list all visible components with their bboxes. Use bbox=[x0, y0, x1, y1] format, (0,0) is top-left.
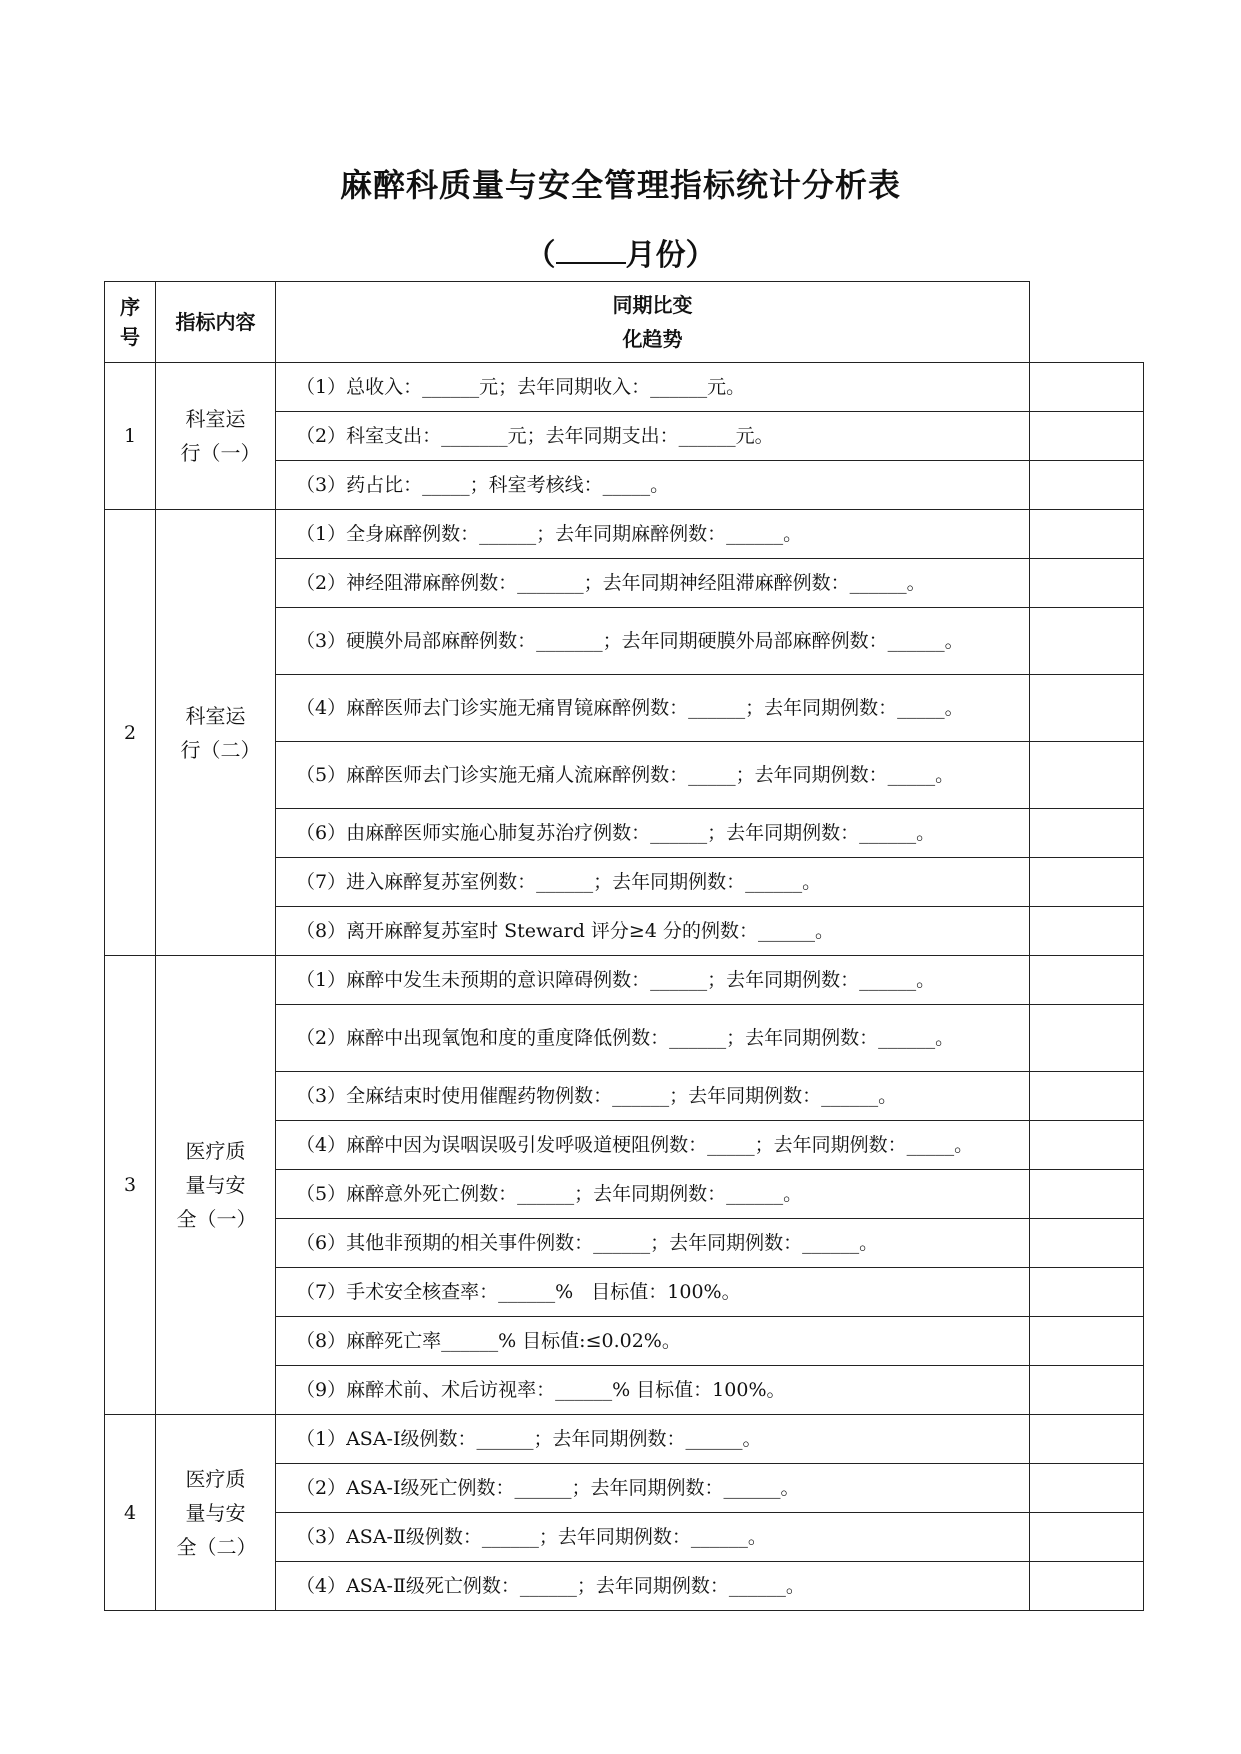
category-label: 医疗质量与安全（一） bbox=[176, 1139, 257, 1231]
table-header-row bbox=[105, 282, 1144, 363]
trend-cell[interactable] bbox=[1030, 907, 1144, 956]
indicator-item: （3）硬膜外局部麻醉例数：_______；去年同期硬膜外局部麻醉例数：______。 bbox=[276, 608, 1030, 675]
trend-cell[interactable] bbox=[1030, 1513, 1144, 1562]
section-seq: 4 bbox=[105, 1415, 156, 1611]
trend-cell[interactable] bbox=[1030, 559, 1144, 608]
trend-cell[interactable] bbox=[1030, 1170, 1144, 1219]
month-blank bbox=[556, 238, 626, 264]
trend-cell[interactable] bbox=[1030, 1072, 1144, 1121]
header-seq: 序号 bbox=[105, 282, 156, 363]
indicator-item: （3）药占比：_____；科室考核线：_____。 bbox=[276, 461, 1030, 510]
table-body bbox=[105, 363, 1144, 1611]
header-content: 指标内容 bbox=[156, 282, 276, 363]
category-label: 科室运行（一） bbox=[180, 407, 261, 465]
subtitle-open: （ bbox=[525, 238, 556, 273]
category-label: 医疗质量与安全（二） bbox=[176, 1466, 257, 1559]
trend-cell[interactable] bbox=[1030, 809, 1144, 858]
indicator-table bbox=[104, 281, 1144, 1611]
table-row bbox=[105, 1415, 1144, 1464]
indicator-item: （5）麻醉医师去门诊实施无痛人流麻醉例数：_____；去年同期例数：_____。 bbox=[276, 742, 1030, 809]
page-subtitle bbox=[0, 230, 1241, 274]
trend-cell[interactable] bbox=[1030, 461, 1144, 510]
indicator-item: （6）由麻醉医师实施心肺复苏治疗例数：______；去年同期例数：______。 bbox=[276, 809, 1030, 858]
indicator-item: （4）ASA-Ⅱ级死亡例数：______；去年同期例数：______。 bbox=[276, 1562, 1030, 1611]
indicator-item: （8）麻醉死亡率______% 目标值:≤0.02%。 bbox=[276, 1317, 1030, 1366]
indicator-item: （1）ASA-Ⅰ级例数：______；去年同期例数：______。 bbox=[276, 1415, 1030, 1464]
table-row bbox=[105, 510, 1144, 559]
indicator-item: （2）麻醉中出现氧饱和度的重度降低例数：______；去年同期例数：______。 bbox=[276, 1005, 1030, 1072]
trend-cell[interactable] bbox=[1030, 1415, 1144, 1464]
indicator-item: （1）麻醉中发生未预期的意识障碍例数：______；去年同期例数：______。 bbox=[276, 956, 1030, 1005]
indicator-item: （2）ASA-Ⅰ级死亡例数：______；去年同期例数：______。 bbox=[276, 1464, 1030, 1513]
trend-cell[interactable] bbox=[1030, 1464, 1144, 1513]
page-title: 麻醉科质量与安全管理指标统计分析表 bbox=[339, 166, 901, 204]
trend-cell[interactable] bbox=[1030, 363, 1144, 412]
trend-cell[interactable] bbox=[1030, 956, 1144, 1005]
indicator-item: （4）麻醉中因为误咽误吸引发呼吸道梗阻例数：_____；去年同期例数：_____。 bbox=[276, 1121, 1030, 1170]
trend-cell[interactable] bbox=[1030, 1219, 1144, 1268]
trend-cell[interactable] bbox=[1030, 858, 1144, 907]
indicator-item: （1）全身麻醉例数：______；去年同期麻醉例数：______。 bbox=[276, 510, 1030, 559]
section-category bbox=[156, 956, 276, 1415]
indicator-item: （7）进入麻醉复苏室例数：______；去年同期例数：______。 bbox=[276, 858, 1030, 907]
table-row bbox=[105, 363, 1144, 412]
trend-cell[interactable] bbox=[1030, 608, 1144, 675]
trend-cell[interactable] bbox=[1030, 1005, 1144, 1072]
trend-cell[interactable] bbox=[1030, 742, 1144, 809]
header-trend: 同期比变化趋势 bbox=[276, 282, 1030, 363]
trend-cell[interactable] bbox=[1030, 1317, 1144, 1366]
indicator-item: （2）神经阻滞麻醉例数：_______；去年同期神经阻滞麻醉例数：______。 bbox=[276, 559, 1030, 608]
trend-cell[interactable] bbox=[1030, 1562, 1144, 1611]
trend-cell[interactable] bbox=[1030, 412, 1144, 461]
indicator-item: （4）麻醉医师去门诊实施无痛胃镜麻醉例数：______；去年同期例数：_____。 bbox=[276, 675, 1030, 742]
section-seq: 3 bbox=[105, 956, 156, 1415]
section-category bbox=[156, 1415, 276, 1611]
section-category bbox=[156, 510, 276, 956]
section-seq: 1 bbox=[105, 363, 156, 510]
indicator-item: （7）手术安全核查率：______% 目标值：100%。 bbox=[276, 1268, 1030, 1317]
trend-cell[interactable] bbox=[1030, 1121, 1144, 1170]
trend-cell[interactable] bbox=[1030, 1366, 1144, 1415]
trend-cell[interactable] bbox=[1030, 510, 1144, 559]
indicator-item: （8）离开麻醉复苏室时 Steward 评分≥4 分的例数：______。 bbox=[276, 907, 1030, 956]
indicator-item: （6）其他非预期的相关事件例数：______；去年同期例数：______。 bbox=[276, 1219, 1030, 1268]
category-label: 科室运行（二） bbox=[180, 703, 261, 762]
indicator-item: （1）总收入：______元；去年同期收入：______元。 bbox=[276, 363, 1030, 412]
indicator-item: （3）ASA-Ⅱ级例数：______；去年同期例数：______。 bbox=[276, 1513, 1030, 1562]
section-seq: 2 bbox=[105, 510, 156, 956]
subtitle-month: 月份） bbox=[625, 238, 716, 273]
trend-cell[interactable] bbox=[1030, 1268, 1144, 1317]
indicator-item: （5）麻醉意外死亡例数：______；去年同期例数：______。 bbox=[276, 1170, 1030, 1219]
indicator-item: （2）科室支出：_______元；去年同期支出：______元。 bbox=[276, 412, 1030, 461]
indicator-item: （9）麻醉术前、术后访视率：______% 目标值：100%。 bbox=[276, 1366, 1030, 1415]
table-row bbox=[105, 956, 1144, 1005]
trend-cell[interactable] bbox=[1030, 675, 1144, 742]
indicator-item: （3）全麻结束时使用催醒药物例数：______；去年同期例数：______。 bbox=[276, 1072, 1030, 1121]
section-category bbox=[156, 363, 276, 510]
